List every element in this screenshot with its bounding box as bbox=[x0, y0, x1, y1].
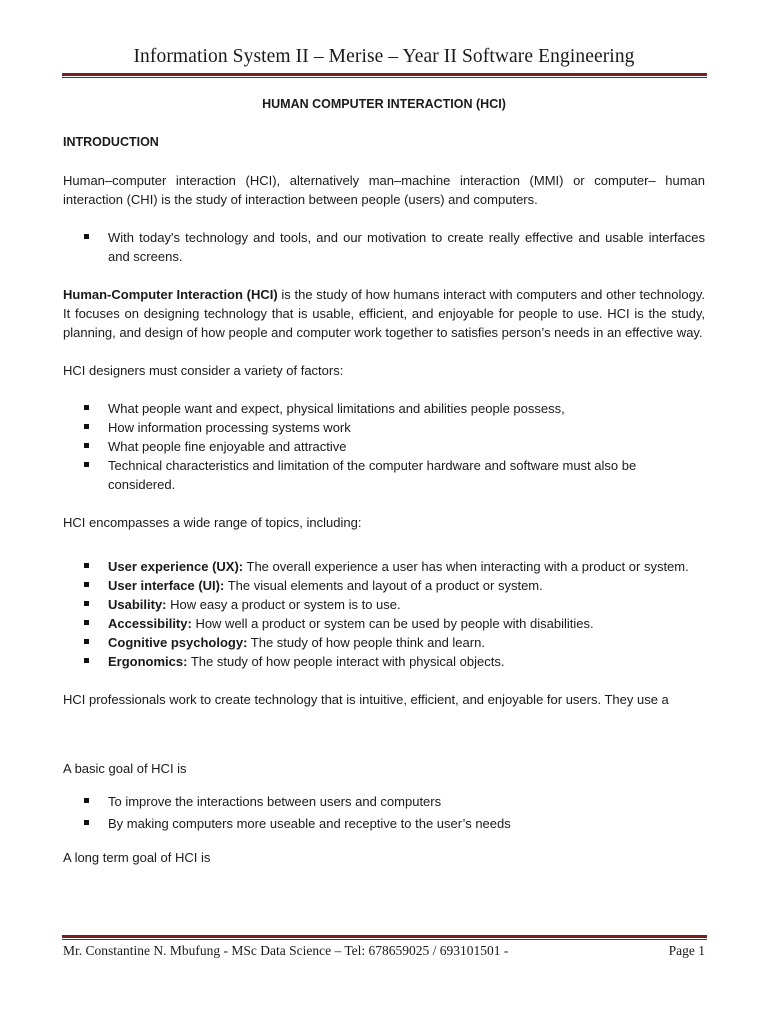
square-bullet-icon bbox=[84, 462, 89, 467]
basic-goal-paragraph: A basic goal of HCI is bbox=[63, 761, 187, 776]
topic-term: Ergonomics: bbox=[108, 654, 188, 669]
footer-rule-thin bbox=[62, 939, 707, 940]
topic-term: User interface (UI): bbox=[108, 578, 225, 593]
topic-term: Accessibility: bbox=[108, 616, 192, 631]
list-item bbox=[63, 633, 705, 652]
square-bullet-icon bbox=[84, 563, 89, 568]
list-item-text: To improve the interactions between users and computers bbox=[108, 794, 442, 809]
list-item bbox=[63, 652, 705, 671]
page-number: Page 1 bbox=[668, 943, 705, 958]
topic-description: How easy a product or system is to use. bbox=[166, 597, 401, 612]
list-item-text: With today's technology and tools, and our motivation to create really effective and usable interfaces and screens. bbox=[108, 230, 705, 264]
list-item-text: By making computers more useable and receptive to the user’s needs bbox=[108, 816, 511, 831]
square-bullet-icon bbox=[84, 820, 89, 825]
list-item bbox=[63, 557, 705, 576]
square-bullet-icon bbox=[84, 601, 89, 606]
list-item bbox=[63, 456, 705, 494]
topic-description: The overall experience a user has when interacting with a product or system. bbox=[243, 559, 689, 574]
topic-term: User experience (UX): bbox=[108, 559, 244, 574]
factors-intro-paragraph: HCI designers must consider a variety of factors: bbox=[63, 363, 344, 378]
hci-definition-text: is the study of how humans interact with computers and other technology. It focuses on designing technology that is usable, efficient, and enjoyable for people to use. HCI is the study, planning, and design of how people and computer work together to satisfies person’s needs in an effective way. bbox=[63, 287, 705, 340]
document-body bbox=[63, 87, 705, 867]
long-term-goal-paragraph: A long term goal of HCI is bbox=[63, 850, 211, 865]
list-item bbox=[63, 418, 705, 437]
list-item bbox=[63, 614, 705, 633]
topics-list bbox=[63, 557, 705, 671]
topic-description: The study of how people think and learn. bbox=[247, 635, 485, 650]
list-item bbox=[63, 437, 705, 456]
document-title: HUMAN COMPUTER INTERACTION (HCI) bbox=[262, 97, 506, 111]
topic-term: Cognitive psychology: bbox=[108, 635, 248, 650]
topic-description: The visual elements and layout of a product or system. bbox=[224, 578, 543, 593]
list-item bbox=[63, 576, 705, 595]
header-rule-thick bbox=[62, 73, 707, 76]
topic-term: Usability: bbox=[108, 597, 167, 612]
list-item-text: How information processing systems work bbox=[108, 420, 351, 435]
topics-intro-paragraph: HCI encompasses a wide range of topics, including: bbox=[63, 515, 362, 530]
hci-term: Human-Computer Interaction (HCI) bbox=[63, 287, 278, 302]
square-bullet-icon bbox=[84, 639, 89, 644]
factors-list bbox=[63, 399, 705, 494]
intro-bullet-list bbox=[63, 228, 705, 266]
list-item bbox=[63, 814, 705, 833]
header-rule-thin bbox=[62, 77, 707, 78]
square-bullet-icon bbox=[84, 582, 89, 587]
section-heading-introduction: INTRODUCTION bbox=[63, 135, 159, 149]
topic-description: The study of how people interact with physical objects. bbox=[187, 654, 505, 669]
square-bullet-icon bbox=[84, 405, 89, 410]
square-bullet-icon bbox=[84, 798, 89, 803]
list-item-text: What people fine enjoyable and attractive bbox=[108, 439, 347, 454]
square-bullet-icon bbox=[84, 620, 89, 625]
list-item bbox=[63, 595, 705, 614]
list-item-text: What people want and expect, physical limitations and abilities people possess, bbox=[108, 401, 565, 416]
topic-description: How well a product or system can be used by people with disabilities. bbox=[191, 616, 594, 631]
professionals-paragraph: HCI professionals work to create technology that is intuitive, efficient, and enjoyable for users. They use a bbox=[63, 692, 669, 707]
square-bullet-icon bbox=[84, 658, 89, 663]
square-bullet-icon bbox=[84, 234, 89, 239]
square-bullet-icon bbox=[84, 443, 89, 448]
hci-definition-paragraph bbox=[63, 285, 705, 342]
footer-author-info: Mr. Constantine N. Mbufung - MSc Data Science – Tel: 678659025 / 693101501 - bbox=[63, 943, 509, 958]
intro-paragraph: Human–computer interaction (HCI), alternatively man–machine interaction (MMI) or computer– human interaction (CHI) is the study of interaction between people (users) and computers. bbox=[63, 173, 705, 207]
list-item bbox=[63, 228, 705, 266]
goals-list bbox=[63, 792, 705, 833]
list-item-text: Technical characteristics and limitation of the computer hardware and software must also be considered. bbox=[108, 458, 637, 492]
square-bullet-icon bbox=[84, 424, 89, 429]
page-header-title: Information System II – Merise – Year II Software Engineering bbox=[133, 46, 635, 67]
list-item bbox=[63, 792, 705, 811]
list-item bbox=[63, 399, 705, 418]
footer-rule-thick bbox=[62, 935, 707, 938]
